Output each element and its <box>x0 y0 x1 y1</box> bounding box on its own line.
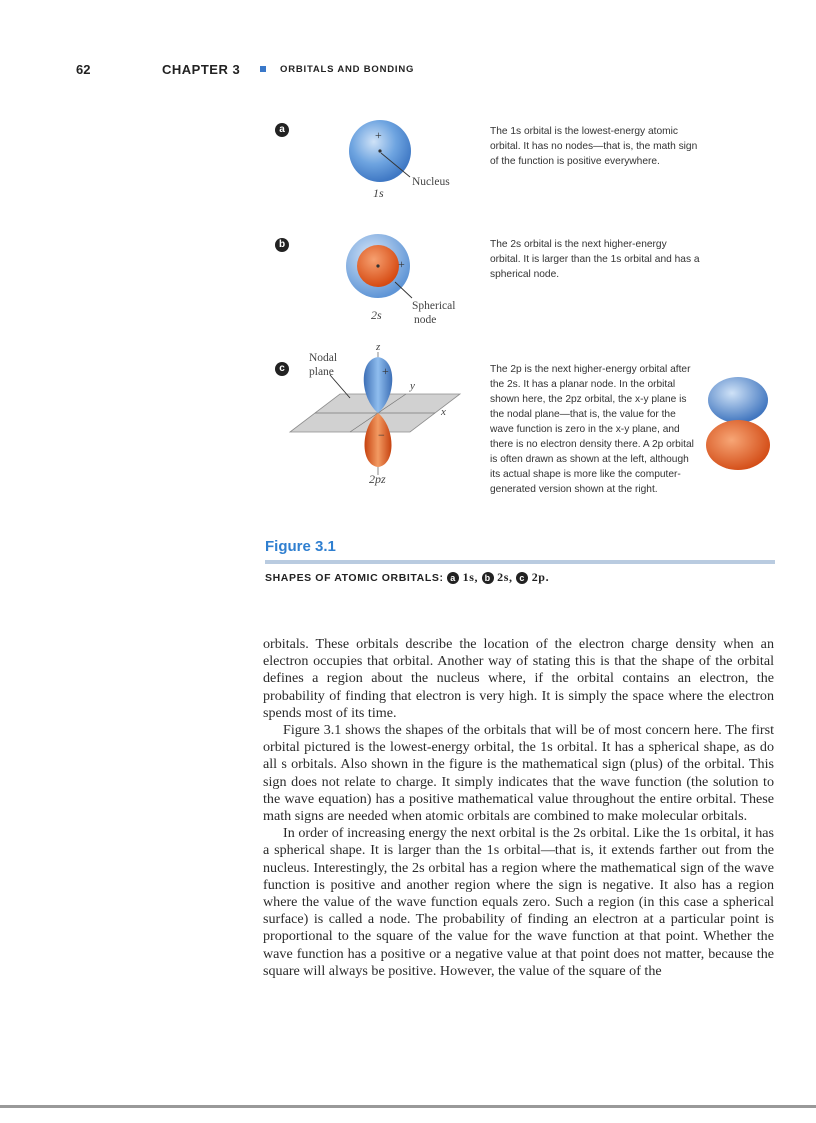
figure-title: Figure 3.1 <box>265 538 336 555</box>
figure-caption-prefix: SHAPES OF ATOMIC ORBITALS: <box>265 572 444 584</box>
paragraph-1: orbitals. These orbitals describe the location of the electron charge density when an electron occupies that orbital. Another way of stating this is that the shape of the orbital defines a region about the nucleus where, if the orbital contains an electron, the probability of finding that electron is very high. It is simply the space where the electron spends most of its time. <box>263 636 774 721</box>
panel-a-badge: a <box>275 123 289 137</box>
axis-y: y <box>410 380 415 392</box>
sign-2p-negative: − <box>378 428 385 442</box>
orbital-2s-label: 2s <box>371 308 382 322</box>
panel-c-caption: The 2p is the next higher-energy orbital after the 2s. It has a planar node. In the orbital shown here, the 2pz orbital, the x-y plane is the nodal plane—that is, the value for the wave function is zero in the x-y plane, and there is no electron density there. A 2p orbital is often drawn as shown at the left, although its actual shape is more like the computer-generated version shown at the right. <box>490 364 694 495</box>
orbital-2pz-label: 2pz <box>369 472 386 486</box>
cg-lobe-negative <box>706 420 770 470</box>
panel-a-caption: The 1s orbital is the lowest-energy atomic orbital. It has no nodes—that is, the math sign of the function is positive everywhere. <box>490 126 698 167</box>
figure-caption <box>265 570 549 585</box>
caption-item-2s: 2s, <box>497 570 513 584</box>
spherical-callout-1: Spherical <box>412 300 456 312</box>
figure-rule <box>265 560 775 564</box>
paragraph-2: Figure 3.1 shows the shapes of the orbitals that will be of most concern here. The first orbital pictured is the lowest-energy orbital, the 1s orbital. It has a spherical shape, as do all s orbitals. Also shown in the figure is the mathematical sign (plus) of the orbital. This sign does not relate to charge. It simply indicates that the wave function (the solution to the wave equation) has a positive mathematical value throughout the entire orbital. These math signs are needed when atomic orbitals are combined to make molecular orbitals. <box>263 722 774 825</box>
caption-item-2p: 2p. <box>531 570 550 584</box>
spherical-callout-2: node <box>414 314 437 326</box>
nucleus-callout: Nucleus <box>412 176 450 188</box>
chapter-label: CHAPTER 3 <box>162 62 241 77</box>
nucleus-dot <box>378 149 381 152</box>
nodal-callout-2: plane <box>309 366 334 378</box>
bottom-rule <box>0 1105 816 1108</box>
chapter-title: ORBITALS AND BONDING <box>280 64 415 75</box>
paragraph-3: In order of increasing energy the next orbital is the 2s orbital. Like the 1s orbital, it has a spherical shape. It is larger than the 1s orbital—that is, it extends farther out from the nucleus. Interestingly, the 2s orbital has a region where the mathematical sign of the wave function is positive and another region where the sign is negative. It also has a region where the value of the wave function equals zero. Such a region (in this case a spherical surface) is called a node. The probability of finding an electron at a particular point is proportional to the square of the value for the wave function at that point. Whether the wave function has a positive or a negative value at that point does not matter, because the square will always be positive. However, the value of the square of the <box>263 825 774 979</box>
page-number: 62 <box>76 62 91 77</box>
panel-b-badge: b <box>275 238 289 252</box>
panel-c-badge: c <box>275 362 289 376</box>
orbital-2p-computer-model <box>702 375 774 475</box>
nodal-callout-1: Nodal <box>309 352 338 364</box>
cg-lobe-positive <box>708 377 768 423</box>
panel-b-caption: The 2s orbital is the next higher-energy orbital. It is larger than the 1s orbital and has a spherical node. <box>490 239 700 280</box>
orbital-1s-diagram <box>340 115 470 205</box>
sign-2p-positive: + <box>382 364 389 378</box>
axis-x: x <box>441 406 446 418</box>
nucleus-dot <box>376 264 379 267</box>
caption-item-1s: 1s, <box>462 570 479 584</box>
sign-1s: + <box>375 128 382 142</box>
caption-badge-a: a <box>447 572 459 584</box>
header-bullet <box>260 66 266 72</box>
body-text <box>263 636 774 980</box>
axis-z: z <box>376 341 381 353</box>
orbital-1s-label: 1s <box>373 186 384 200</box>
sign-2s: + <box>398 257 405 271</box>
caption-badge-c: c <box>516 572 528 584</box>
caption-badge-b: b <box>482 572 494 584</box>
